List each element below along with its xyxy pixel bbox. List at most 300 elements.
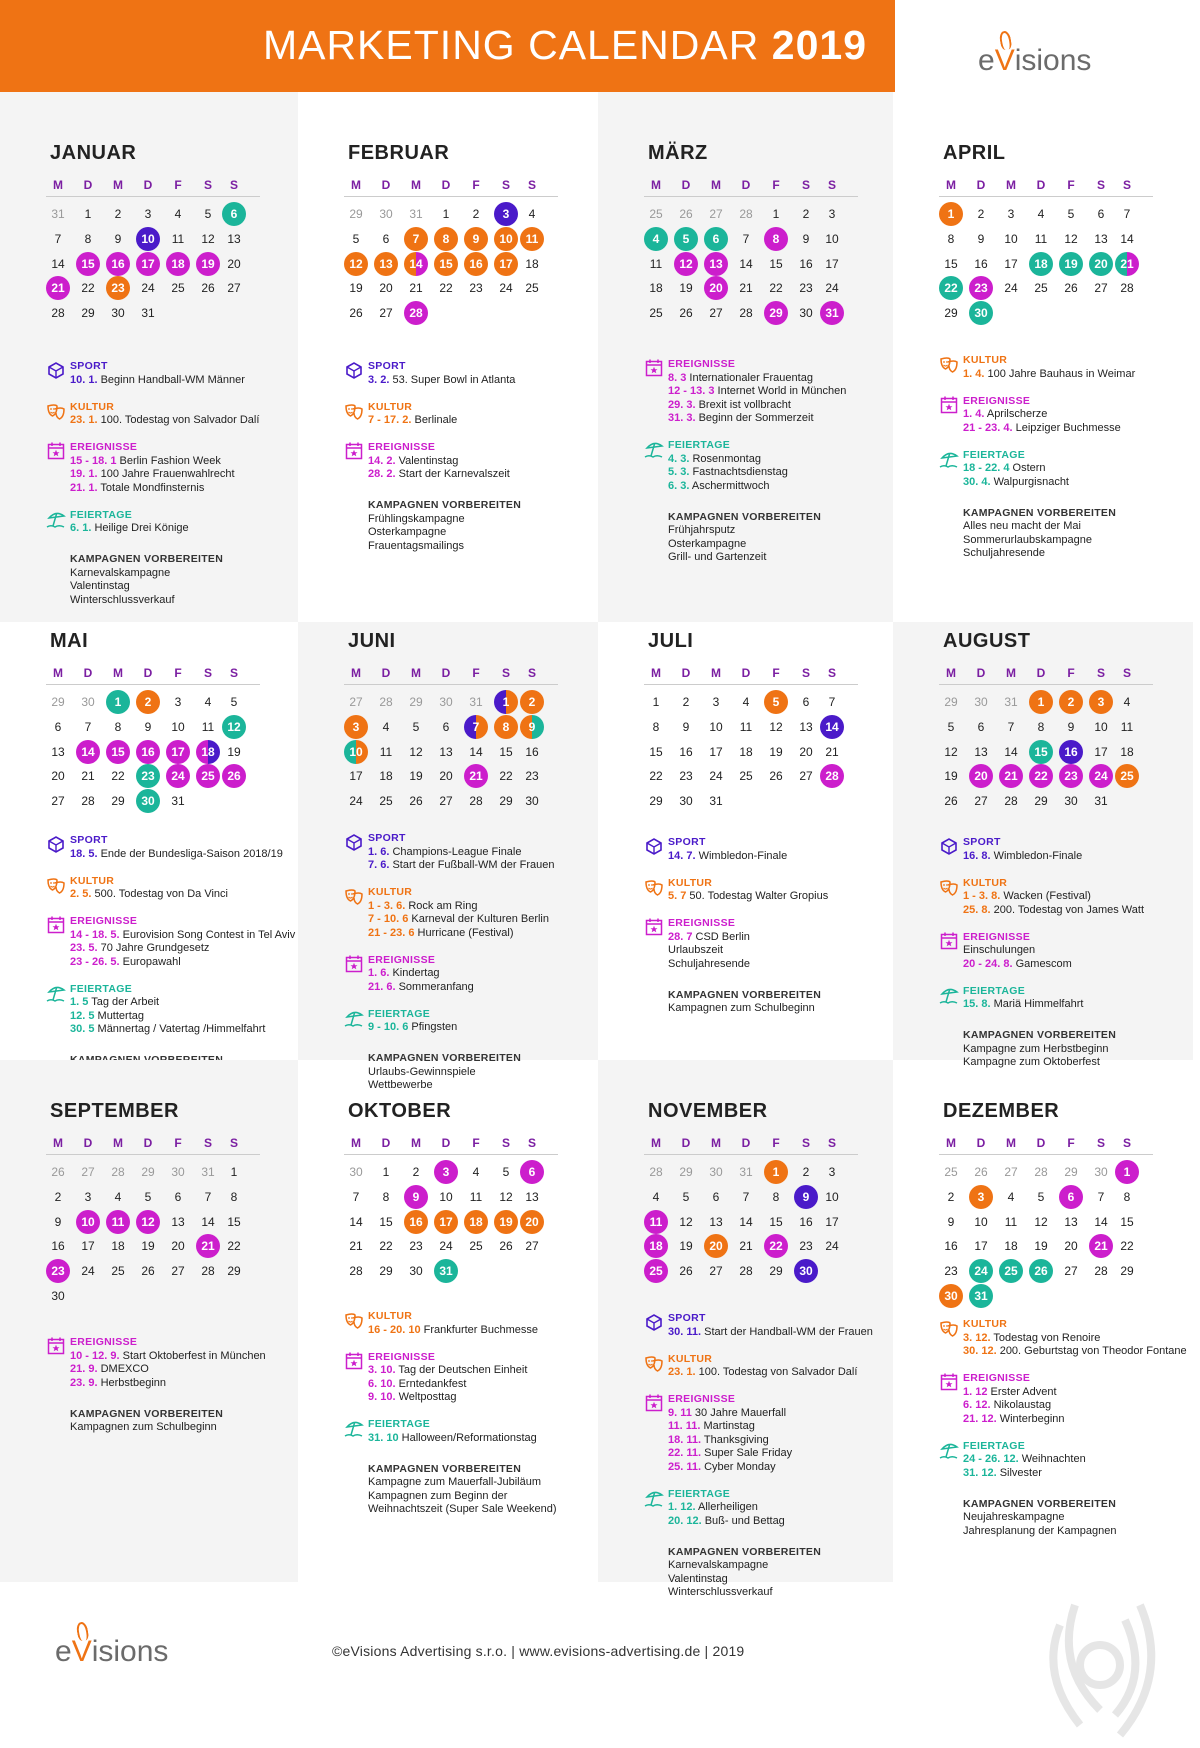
- day-cell[interactable]: 30: [799, 306, 813, 321]
- day-cell[interactable]: 6: [174, 1189, 182, 1204]
- day-cell[interactable]: 15: [379, 1214, 393, 1229]
- day-cell[interactable]: 4: [1007, 1189, 1015, 1204]
- day-cell[interactable]: 26: [1029, 1259, 1053, 1283]
- day-cell[interactable]: 13: [51, 744, 65, 759]
- day-cell[interactable]: 17: [494, 252, 518, 276]
- day-cell[interactable]: 11: [201, 719, 215, 734]
- day-cell[interactable]: 28: [739, 306, 753, 321]
- day-cell[interactable]: 21: [825, 744, 839, 759]
- day-cell[interactable]: 13: [171, 1214, 185, 1229]
- day-cell[interactable]: 27: [525, 1239, 539, 1254]
- day-cell[interactable]: 8: [764, 227, 788, 251]
- day-cell[interactable]: 12: [499, 1189, 513, 1204]
- day-cell[interactable]: 4: [1123, 695, 1131, 709]
- day-cell[interactable]: 12: [769, 719, 783, 734]
- day-cell[interactable]: 29: [51, 695, 65, 709]
- day-cell[interactable]: 11: [739, 719, 753, 734]
- day-cell[interactable]: 5: [204, 207, 212, 221]
- day-cell[interactable]: 17: [81, 1239, 95, 1254]
- day-cell[interactable]: 8: [382, 1189, 390, 1204]
- day-cell[interactable]: 20: [520, 1210, 544, 1234]
- day-cell[interactable]: 15: [1120, 1214, 1134, 1229]
- day-cell[interactable]: 1: [382, 1165, 390, 1179]
- day-cell[interactable]: 21: [739, 1239, 753, 1254]
- day-cell[interactable]: 15: [227, 1214, 241, 1229]
- day-cell[interactable]: 11: [469, 1189, 483, 1204]
- day-cell[interactable]: 22: [769, 281, 783, 296]
- day-cell[interactable]: 14: [469, 744, 483, 759]
- day-cell[interactable]: 5: [502, 1165, 510, 1179]
- day-cell[interactable]: 26: [201, 281, 215, 296]
- day-cell[interactable]: 18: [649, 281, 663, 296]
- day-cell[interactable]: 25: [1115, 764, 1139, 788]
- day-cell[interactable]: 29: [409, 695, 423, 709]
- day-cell[interactable]: 20: [379, 281, 393, 296]
- day-cell[interactable]: 30: [525, 794, 539, 809]
- day-cell[interactable]: 30: [1064, 794, 1078, 809]
- day-cell[interactable]: 2: [54, 1189, 62, 1204]
- day-cell[interactable]: 12: [409, 744, 423, 759]
- day-cell[interactable]: 28: [201, 1264, 215, 1279]
- day-cell[interactable]: 13: [704, 252, 728, 276]
- day-cell[interactable]: 20: [969, 764, 993, 788]
- day-cell[interactable]: 6: [222, 202, 246, 226]
- brand-logo[interactable]: e V isions: [978, 44, 1092, 77]
- day-cell[interactable]: 14: [349, 1214, 363, 1229]
- day-cell[interactable]: 27: [1094, 281, 1108, 296]
- day-cell[interactable]: 18: [111, 1239, 125, 1254]
- day-cell[interactable]: 23: [136, 764, 160, 788]
- day-cell[interactable]: 30: [349, 1165, 363, 1179]
- day-cell[interactable]: 6: [712, 1189, 720, 1204]
- day-cell[interactable]: 21: [999, 764, 1023, 788]
- day-cell[interactable]: 19: [227, 744, 241, 759]
- day-cell[interactable]: 1: [764, 1160, 788, 1184]
- day-cell[interactable]: 28: [469, 794, 483, 809]
- day-cell[interactable]: 29: [141, 1165, 155, 1179]
- day-cell[interactable]: 7: [828, 695, 836, 709]
- day-cell[interactable]: 31: [201, 1165, 215, 1179]
- day-cell[interactable]: 3: [494, 202, 518, 226]
- day-cell[interactable]: 26: [499, 1239, 513, 1254]
- day-cell[interactable]: 5: [682, 1189, 690, 1204]
- day-cell[interactable]: 16: [1059, 740, 1083, 764]
- day-cell[interactable]: 21: [1115, 252, 1139, 276]
- day-cell[interactable]: 13: [974, 744, 988, 759]
- day-cell[interactable]: 27: [1004, 1165, 1018, 1179]
- day-cell[interactable]: 30: [709, 1165, 723, 1179]
- day-cell[interactable]: 6: [977, 719, 985, 734]
- day-cell[interactable]: 16: [106, 252, 130, 276]
- day-cell[interactable]: 31: [51, 207, 65, 221]
- day-cell[interactable]: 25: [196, 764, 220, 788]
- day-cell[interactable]: 29: [679, 1165, 693, 1179]
- day-cell[interactable]: 30: [51, 1289, 65, 1303]
- day-cell[interactable]: 11: [520, 227, 544, 251]
- day-cell[interactable]: 6: [704, 227, 728, 251]
- day-cell[interactable]: 8: [84, 231, 92, 246]
- day-cell[interactable]: 25: [171, 281, 185, 296]
- day-cell[interactable]: 4: [204, 695, 212, 709]
- day-cell[interactable]: 22: [439, 281, 453, 296]
- day-cell[interactable]: 13: [525, 1189, 539, 1204]
- day-cell[interactable]: 8: [652, 719, 660, 734]
- day-cell[interactable]: 15: [769, 1214, 783, 1229]
- day-cell[interactable]: 7: [742, 1189, 750, 1204]
- day-cell[interactable]: 8: [1123, 1189, 1131, 1204]
- day-cell[interactable]: 29: [944, 695, 958, 709]
- day-cell[interactable]: 8: [230, 1189, 238, 1204]
- day-cell[interactable]: 21: [464, 764, 488, 788]
- day-cell[interactable]: 3: [84, 1189, 92, 1204]
- day-cell[interactable]: 1: [1115, 1160, 1139, 1184]
- day-cell[interactable]: 10: [1004, 231, 1018, 246]
- day-cell[interactable]: 1: [939, 202, 963, 226]
- day-cell[interactable]: 27: [171, 1264, 185, 1279]
- day-cell[interactable]: 13: [374, 252, 398, 276]
- day-cell[interactable]: 14: [739, 256, 753, 271]
- day-cell[interactable]: 4: [472, 1165, 480, 1179]
- day-cell[interactable]: 2: [412, 1165, 420, 1179]
- day-cell[interactable]: 8: [772, 1189, 780, 1204]
- day-cell[interactable]: 27: [379, 306, 393, 321]
- day-cell[interactable]: 9: [114, 231, 122, 246]
- day-cell[interactable]: 17: [1094, 744, 1108, 759]
- day-cell[interactable]: 17: [974, 1239, 988, 1254]
- day-cell[interactable]: 25: [379, 794, 393, 809]
- day-cell[interactable]: 16: [944, 1239, 958, 1254]
- day-cell[interactable]: 28: [111, 1165, 125, 1179]
- day-cell[interactable]: 6: [1097, 207, 1105, 221]
- day-cell[interactable]: 24: [439, 1239, 453, 1254]
- day-cell[interactable]: 22: [227, 1239, 241, 1254]
- day-cell[interactable]: 30: [1094, 1165, 1108, 1179]
- day-cell[interactable]: 1: [772, 207, 780, 221]
- day-cell[interactable]: 1: [106, 690, 130, 714]
- day-cell[interactable]: 20: [51, 769, 65, 784]
- day-cell[interactable]: 19: [196, 252, 220, 276]
- day-cell[interactable]: 17: [349, 769, 363, 784]
- day-cell[interactable]: 16: [679, 744, 693, 759]
- day-cell[interactable]: 22: [499, 769, 513, 784]
- day-cell[interactable]: 27: [439, 794, 453, 809]
- day-cell[interactable]: 28: [1034, 1165, 1048, 1179]
- day-cell[interactable]: 13: [799, 719, 813, 734]
- day-cell[interactable]: 29: [349, 207, 363, 221]
- day-cell[interactable]: 30: [136, 789, 160, 813]
- day-cell[interactable]: 20: [171, 1239, 185, 1254]
- day-cell[interactable]: 12: [1034, 1214, 1048, 1229]
- day-cell[interactable]: 2: [682, 695, 690, 709]
- day-cell[interactable]: 14: [1094, 1214, 1108, 1229]
- day-cell[interactable]: 12: [201, 231, 215, 246]
- day-cell[interactable]: 4: [114, 1189, 122, 1204]
- day-cell[interactable]: 14: [739, 1214, 753, 1229]
- day-cell[interactable]: 30: [794, 1259, 818, 1283]
- day-cell[interactable]: 6: [802, 695, 810, 709]
- day-cell[interactable]: 30: [379, 207, 393, 221]
- day-cell[interactable]: 18: [464, 1210, 488, 1234]
- day-cell[interactable]: 19: [141, 1239, 155, 1254]
- day-cell[interactable]: 28: [820, 764, 844, 788]
- day-cell[interactable]: 6: [520, 1160, 544, 1184]
- day-cell[interactable]: 4: [382, 719, 390, 734]
- day-cell[interactable]: 26: [679, 1264, 693, 1279]
- day-cell[interactable]: 28: [81, 794, 95, 809]
- day-cell[interactable]: 19: [769, 744, 783, 759]
- day-cell[interactable]: 26: [679, 207, 693, 221]
- day-cell[interactable]: 29: [379, 1264, 393, 1279]
- day-cell[interactable]: 6: [442, 719, 450, 734]
- day-cell[interactable]: 29: [769, 1264, 783, 1279]
- day-cell[interactable]: 10: [1094, 719, 1108, 734]
- day-cell[interactable]: 3: [828, 1165, 836, 1179]
- day-cell[interactable]: 27: [974, 794, 988, 809]
- day-cell[interactable]: 28: [739, 207, 753, 221]
- day-cell[interactable]: 15: [1029, 740, 1053, 764]
- day-cell[interactable]: 29: [1064, 1165, 1078, 1179]
- day-cell[interactable]: 20: [1064, 1239, 1078, 1254]
- day-cell[interactable]: 22: [111, 769, 125, 784]
- day-cell[interactable]: 26: [349, 306, 363, 321]
- day-cell[interactable]: 31: [434, 1259, 458, 1283]
- day-cell[interactable]: 14: [404, 252, 428, 276]
- day-cell[interactable]: 3: [712, 695, 720, 709]
- day-cell[interactable]: 5: [1067, 207, 1075, 221]
- day-cell[interactable]: 20: [227, 256, 241, 271]
- day-cell[interactable]: 6: [1059, 1185, 1083, 1209]
- day-cell[interactable]: 14: [51, 256, 65, 271]
- day-cell[interactable]: 20: [439, 769, 453, 784]
- day-cell[interactable]: 24: [825, 281, 839, 296]
- day-cell[interactable]: 29: [764, 301, 788, 325]
- day-cell[interactable]: 19: [679, 1239, 693, 1254]
- day-cell[interactable]: 31: [969, 1284, 993, 1308]
- day-cell[interactable]: 21: [46, 276, 70, 300]
- day-cell[interactable]: 16: [799, 256, 813, 271]
- day-cell[interactable]: 12: [679, 1214, 693, 1229]
- day-cell[interactable]: 18: [196, 740, 220, 764]
- day-cell[interactable]: 14: [1120, 231, 1134, 246]
- day-cell[interactable]: 21: [196, 1234, 220, 1258]
- day-cell[interactable]: 13: [709, 1214, 723, 1229]
- day-cell[interactable]: 7: [84, 719, 92, 734]
- day-cell[interactable]: 22: [1120, 1239, 1134, 1254]
- day-cell[interactable]: 7: [1123, 207, 1131, 221]
- day-cell[interactable]: 22: [1029, 764, 1053, 788]
- day-cell[interactable]: 30: [171, 1165, 185, 1179]
- day-cell[interactable]: 26: [222, 764, 246, 788]
- day-cell[interactable]: 24: [499, 281, 513, 296]
- day-cell[interactable]: 3: [344, 715, 368, 739]
- day-cell[interactable]: 31: [469, 695, 483, 709]
- day-cell[interactable]: 23: [679, 769, 693, 784]
- day-cell[interactable]: 31: [820, 301, 844, 325]
- day-cell[interactable]: 27: [81, 1165, 95, 1179]
- day-cell[interactable]: 5: [764, 690, 788, 714]
- day-cell[interactable]: 13: [439, 744, 453, 759]
- day-cell[interactable]: 31: [739, 1165, 753, 1179]
- day-cell[interactable]: 10: [825, 231, 839, 246]
- day-cell[interactable]: 19: [409, 769, 423, 784]
- day-cell[interactable]: 2: [802, 207, 810, 221]
- day-cell[interactable]: 21: [739, 281, 753, 296]
- day-cell[interactable]: 17: [709, 744, 723, 759]
- day-cell[interactable]: 2: [1059, 690, 1083, 714]
- day-cell[interactable]: 10: [974, 1214, 988, 1229]
- day-cell[interactable]: 16: [525, 744, 539, 759]
- day-cell[interactable]: 25: [1034, 281, 1048, 296]
- day-cell[interactable]: 9: [144, 719, 152, 734]
- day-cell[interactable]: 9: [802, 231, 810, 246]
- day-cell[interactable]: 3: [1089, 690, 1113, 714]
- day-cell[interactable]: 22: [379, 1239, 393, 1254]
- day-cell[interactable]: 11: [1120, 719, 1134, 734]
- day-cell[interactable]: 23: [969, 276, 993, 300]
- day-cell[interactable]: 12: [136, 1210, 160, 1234]
- day-cell[interactable]: 6: [382, 231, 390, 246]
- day-cell[interactable]: 10: [709, 719, 723, 734]
- day-cell[interactable]: 9: [682, 719, 690, 734]
- day-cell[interactable]: 27: [1064, 1264, 1078, 1279]
- day-cell[interactable]: 23: [1059, 764, 1083, 788]
- day-cell[interactable]: 25: [644, 1259, 668, 1283]
- day-cell[interactable]: 15: [944, 256, 958, 271]
- day-cell[interactable]: 25: [649, 306, 663, 321]
- day-cell[interactable]: 11: [106, 1210, 130, 1234]
- day-cell[interactable]: 24: [81, 1264, 95, 1279]
- day-cell[interactable]: 4: [174, 207, 182, 221]
- day-cell[interactable]: 29: [1120, 1264, 1134, 1279]
- day-cell[interactable]: 16: [404, 1210, 428, 1234]
- day-cell[interactable]: 14: [1004, 744, 1018, 759]
- day-cell[interactable]: 7: [742, 231, 750, 246]
- day-cell[interactable]: 20: [704, 276, 728, 300]
- day-cell[interactable]: 16: [464, 252, 488, 276]
- day-cell[interactable]: 29: [111, 794, 125, 809]
- day-cell[interactable]: 27: [709, 207, 723, 221]
- day-cell[interactable]: 7: [1097, 1189, 1105, 1204]
- day-cell[interactable]: 7: [1007, 719, 1015, 734]
- day-cell[interactable]: 5: [144, 1189, 152, 1204]
- day-cell[interactable]: 10: [136, 227, 160, 251]
- day-cell[interactable]: 15: [106, 740, 130, 764]
- day-cell[interactable]: 22: [764, 1234, 788, 1258]
- day-cell[interactable]: 9: [464, 227, 488, 251]
- day-cell[interactable]: 27: [799, 769, 813, 784]
- day-cell[interactable]: 15: [76, 252, 100, 276]
- day-cell[interactable]: 24: [969, 1259, 993, 1283]
- day-cell[interactable]: 25: [649, 207, 663, 221]
- day-cell[interactable]: 31: [1094, 794, 1108, 809]
- day-cell[interactable]: 27: [349, 695, 363, 709]
- day-cell[interactable]: 2: [472, 207, 480, 221]
- day-cell[interactable]: 26: [51, 1165, 65, 1179]
- day-cell[interactable]: 25: [525, 281, 539, 296]
- day-cell[interactable]: 28: [649, 1165, 663, 1179]
- day-cell[interactable]: 30: [81, 695, 95, 709]
- day-cell[interactable]: 9: [977, 231, 985, 246]
- day-cell[interactable]: 15: [649, 744, 663, 759]
- day-cell[interactable]: 2: [136, 690, 160, 714]
- day-cell[interactable]: 29: [499, 794, 513, 809]
- day-cell[interactable]: 18: [1029, 252, 1053, 276]
- day-cell[interactable]: 9: [794, 1185, 818, 1209]
- day-cell[interactable]: 25: [469, 1239, 483, 1254]
- day-cell[interactable]: 23: [46, 1259, 70, 1283]
- day-cell[interactable]: 31: [409, 207, 423, 221]
- day-cell[interactable]: 29: [227, 1264, 241, 1279]
- day-cell[interactable]: 8: [494, 715, 518, 739]
- day-cell[interactable]: 1: [230, 1165, 238, 1179]
- day-cell[interactable]: 23: [525, 769, 539, 784]
- day-cell[interactable]: 12: [344, 252, 368, 276]
- day-cell[interactable]: 21: [349, 1239, 363, 1254]
- day-cell[interactable]: 9: [54, 1214, 62, 1229]
- day-cell[interactable]: 9: [520, 715, 544, 739]
- day-cell[interactable]: 26: [974, 1165, 988, 1179]
- day-cell[interactable]: 21: [81, 769, 95, 784]
- day-cell[interactable]: 29: [649, 794, 663, 809]
- day-cell[interactable]: 14: [201, 1214, 215, 1229]
- day-cell[interactable]: 5: [1037, 1189, 1045, 1204]
- day-cell[interactable]: 5: [947, 719, 955, 734]
- day-cell[interactable]: 1: [652, 695, 660, 709]
- day-cell[interactable]: 5: [230, 695, 238, 709]
- day-cell[interactable]: 28: [379, 695, 393, 709]
- day-cell[interactable]: 4: [644, 227, 668, 251]
- day-cell[interactable]: 18: [1004, 1239, 1018, 1254]
- day-cell[interactable]: 16: [799, 1214, 813, 1229]
- day-cell[interactable]: 22: [649, 769, 663, 784]
- day-cell[interactable]: 19: [944, 769, 958, 784]
- day-cell[interactable]: 8: [434, 227, 458, 251]
- day-cell[interactable]: 5: [412, 719, 420, 734]
- day-cell[interactable]: 31: [141, 306, 155, 321]
- day-cell[interactable]: 26: [769, 769, 783, 784]
- day-cell[interactable]: 17: [825, 1214, 839, 1229]
- day-cell[interactable]: 18: [166, 252, 190, 276]
- day-cell[interactable]: 18: [644, 1234, 668, 1258]
- day-cell[interactable]: 21: [409, 281, 423, 296]
- day-cell[interactable]: 30: [969, 301, 993, 325]
- day-cell[interactable]: 11: [1034, 231, 1048, 246]
- day-cell[interactable]: 23: [799, 1239, 813, 1254]
- day-cell[interactable]: 4: [1037, 207, 1045, 221]
- day-cell[interactable]: 11: [379, 744, 393, 759]
- day-cell[interactable]: 2: [977, 207, 985, 221]
- day-cell[interactable]: 28: [739, 1264, 753, 1279]
- day-cell[interactable]: 4: [528, 207, 536, 221]
- day-cell[interactable]: 3: [828, 207, 836, 221]
- day-cell[interactable]: 25: [999, 1259, 1023, 1283]
- day-cell[interactable]: 23: [106, 276, 130, 300]
- day-cell[interactable]: 23: [409, 1239, 423, 1254]
- day-cell[interactable]: 26: [679, 306, 693, 321]
- day-cell[interactable]: 26: [141, 1264, 155, 1279]
- day-cell[interactable]: 24: [1089, 764, 1113, 788]
- day-cell[interactable]: 24: [1004, 281, 1018, 296]
- day-cell[interactable]: 7: [204, 1189, 212, 1204]
- day-cell[interactable]: 7: [404, 227, 428, 251]
- day-cell[interactable]: 30: [111, 306, 125, 321]
- day-cell[interactable]: 30: [409, 1264, 423, 1279]
- day-cell[interactable]: 16: [974, 256, 988, 271]
- day-cell[interactable]: 3: [434, 1160, 458, 1184]
- day-cell[interactable]: 11: [171, 231, 185, 246]
- day-cell[interactable]: 28: [349, 1264, 363, 1279]
- day-cell[interactable]: 9: [947, 1214, 955, 1229]
